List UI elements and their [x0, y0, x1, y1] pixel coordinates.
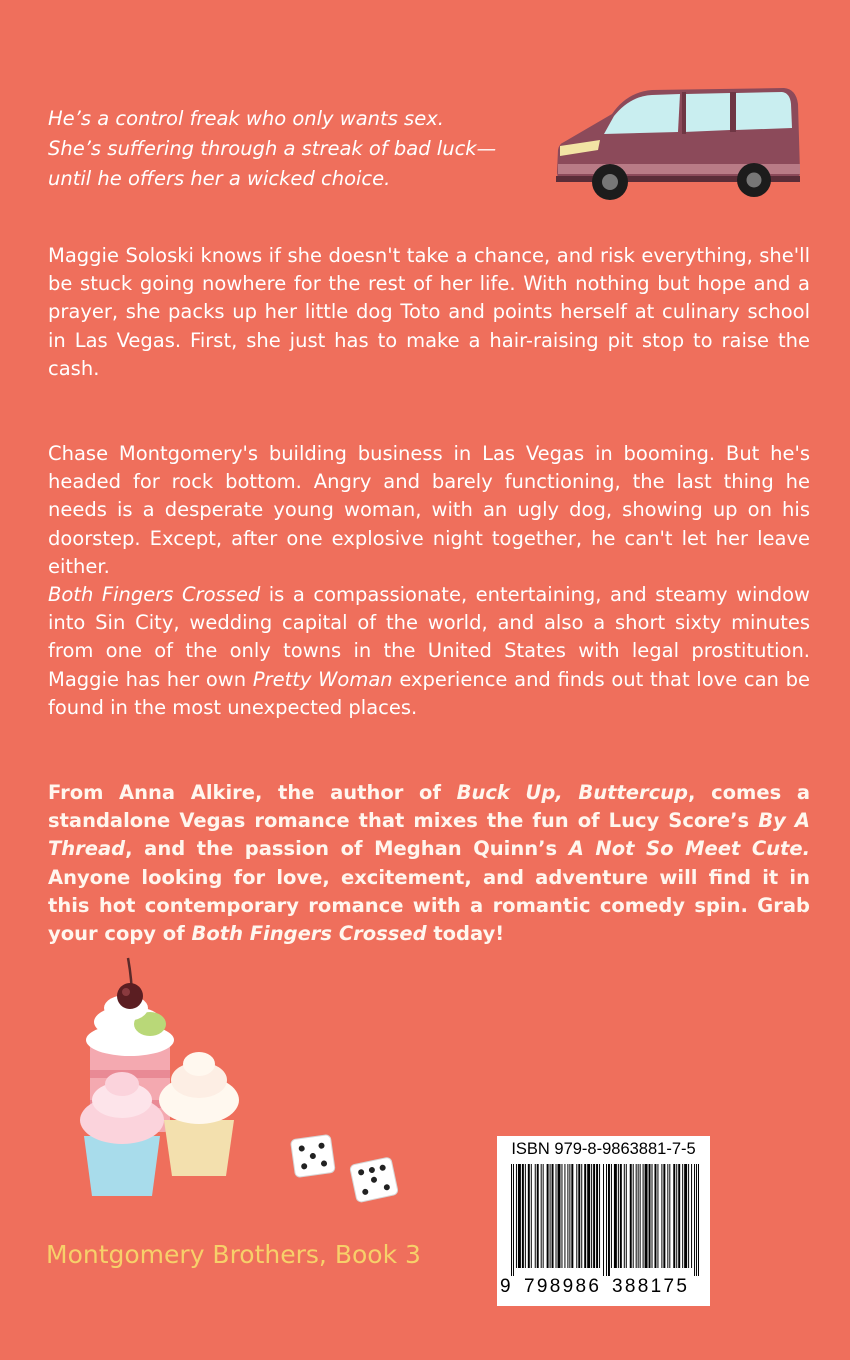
book-title: Both Fingers Crossed	[191, 922, 427, 946]
barcode	[497, 1136, 710, 1306]
isbn-digit-group: 798986	[524, 1276, 602, 1297]
blurb-paragraph-2: Chase Montgomery's building business in Las Vegas in booming. But he's headed for rock bottom. Angry and barely functioning, the last thing he needs is a desperate young woman, with an ugly dog, showing up on his doorstep. Except, after one explosive night together, he can't let her leave either.	[48, 442, 810, 578]
paragraph-text: experience and finds out that love can be found in the most unexpected places.	[48, 667, 810, 719]
isbn-label: ISBN 979-8-9863881-7-5	[511, 1140, 696, 1158]
book-title: By A Thread	[48, 809, 810, 861]
tagline	[48, 104, 568, 194]
minivan-illustration	[552, 84, 804, 204]
paragraph-text: is a compassionate, entertaining, and steamy window into Sin City, wedding capital of the world, and also a short sixty minutes from one of the only towns in the United States with legal prostitution. Maggie has her own	[48, 583, 811, 691]
tagline-line: until he offers her a wicked choice.	[48, 167, 391, 190]
author-paragraph	[48, 779, 810, 948]
paragraph-text: , comes a standalone Vegas romance that mixes the fun of Lucy Score’s	[48, 781, 810, 833]
book-title: A Not So Meet Cute.	[568, 837, 810, 861]
paragraph-text: Anyone looking for love, excitement, and adventure will find it in this hot contemporary romance with a romantic comedy spin. Grab your copy of	[48, 865, 810, 946]
isbn-digit-group: 388175	[612, 1276, 690, 1297]
barcode-bars	[511, 1164, 699, 1276]
dice-illustration	[285, 1125, 405, 1205]
tagline-line: She’s suffering through a streak of bad luck—	[48, 137, 497, 160]
tagline-line: He’s a control freak who only wants sex.	[48, 107, 444, 130]
book-title: Buck Up, Buttercup	[456, 781, 689, 804]
blurb-paragraph-1: Maggie Soloski knows if she doesn't take a chance, and risk everything, she'll be stuck going nowhere for the rest of her life. With nothing but hope and a prayer, she packs up her little dog Toto and points herself at culinary school in Las Vegas. First, she just has to make a hair-raising pit stop to raise the cash.	[48, 244, 810, 380]
paragraph-text: today!	[426, 922, 505, 946]
paragraph-text: From Anna Alkire, the author of	[48, 781, 457, 804]
cupcakes-illustration	[70, 950, 245, 1200]
movie-title: Pretty Woman	[252, 667, 393, 691]
series-label: Montgomery Brothers, Book 3	[46, 1240, 421, 1269]
book-title: Both Fingers Crossed	[48, 583, 261, 606]
blurb-paragraph-3	[48, 581, 810, 722]
isbn-digit-group: 9	[500, 1276, 511, 1297]
paragraph-text: , and the passion of Meghan Quinn’s	[125, 837, 569, 861]
